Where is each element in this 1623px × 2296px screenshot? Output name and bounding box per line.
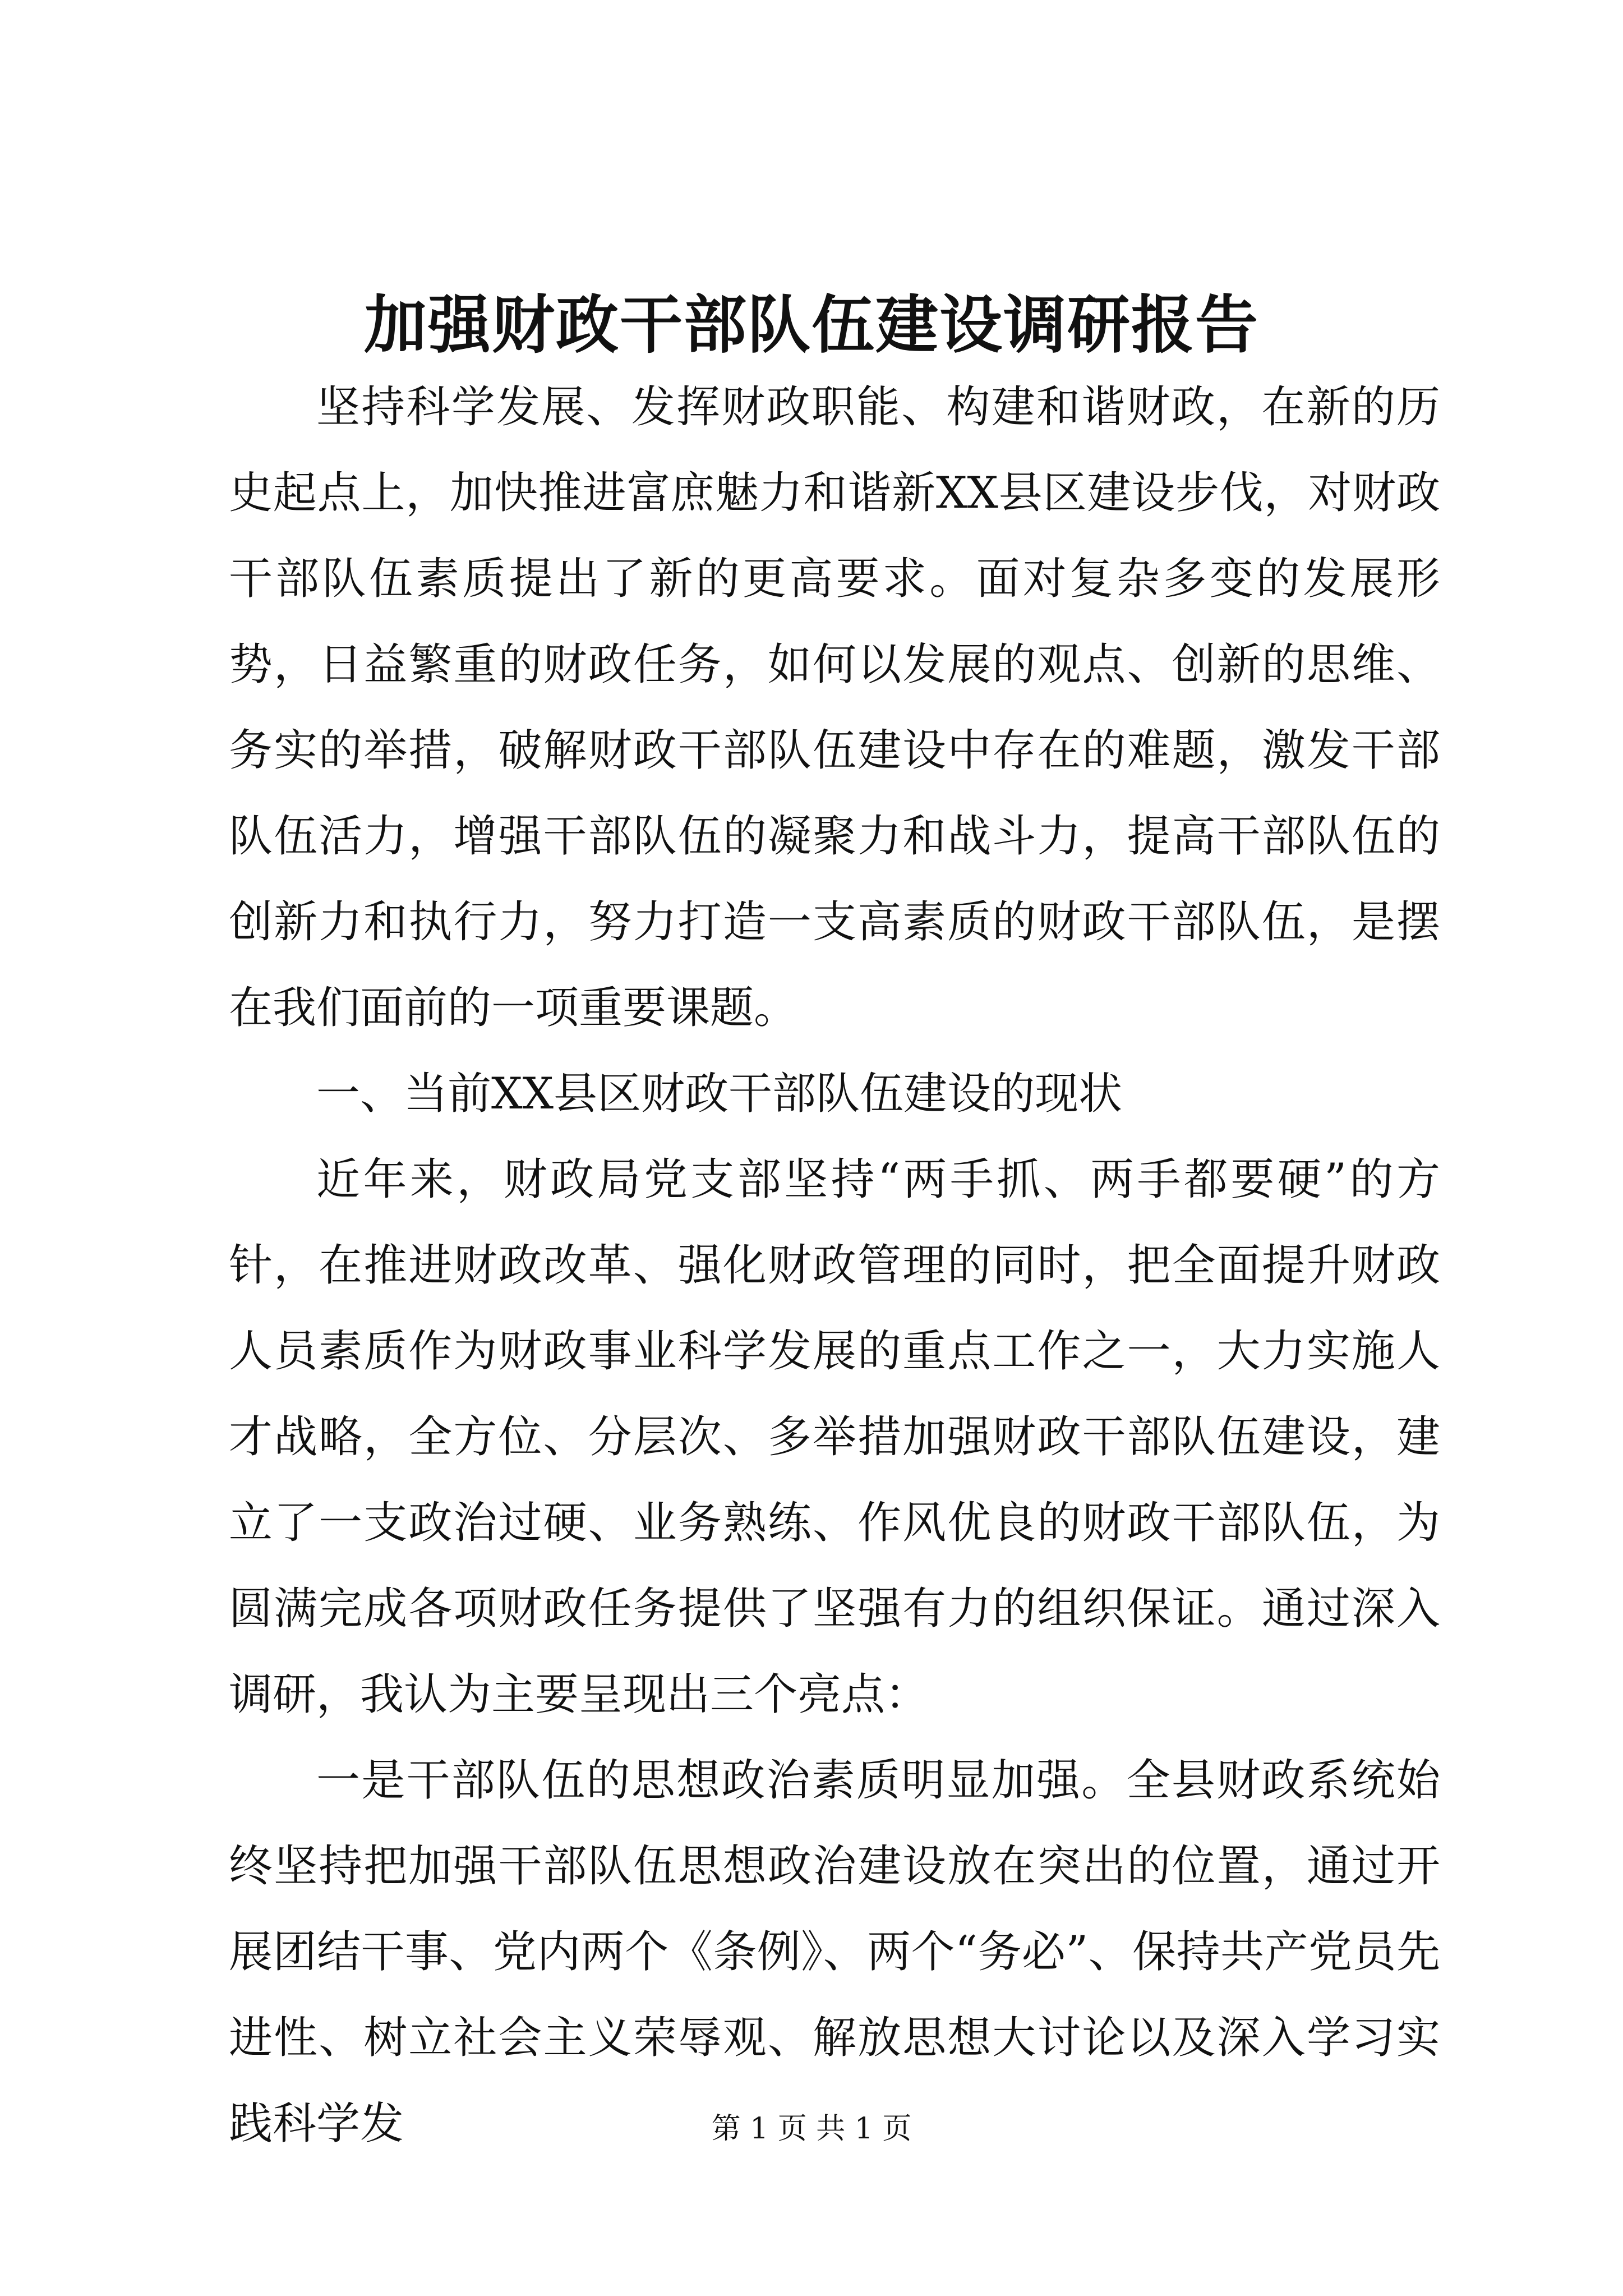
intro-paragraph: 坚持科学发展、发挥财政职能、构建和谐财政，在新的历史起点上，加快推进富庶魅力和谐新XX县区建设步伐，对财政干部队伍素质提出了新的更高要求。面对复杂多变的发展形势，日益繁重的财政任务，如何以发展的观点、创新的思维、务实的举措，破解财政干部队伍建设中存在的难题，激发干部队伍活力，增强干部队伍的凝聚力和战斗力，提高干部队伍的创新力和执行力，努力打造一支高素质的财政干部队伍，是摆在我们面前的一项重要课题。 — [229, 382, 1440, 1033]
document-title: 加强财政干部队伍建设调研报告 — [364, 288, 1259, 362]
highlight-paragraph: 一是干部队伍的思想政治素质明显加强。全县财政系统始终坚持把加强干部队伍思想政治建设放在突出的位置，通过开展团结干事、党内两个《条例》、两个“务必”、保持共产党员先进性、树立社会主义荣辱观、解放思想大讨论以及深入学习实践科学发 — [229, 1755, 1440, 2149]
page-footer: 第 1 页 共 1 页 — [711, 2112, 912, 2146]
document-body — [229, 365, 1440, 2167]
section-heading: 一、当前XX县区财政干部队伍建设的现状 — [316, 1069, 1123, 1119]
status-paragraph: 近年来，财政局党支部坚持“两手抓、两手都要硬”的方针，在推进财政改革、强化财政管理的同时，把全面提升财政人员素质作为财政事业科学发展的重点工作之一，大力实施人才战略，全方位、分层次、多举措加强财政干部队伍建设，建立了一支政治过硬、业务熟练、作风优良的财政干部队伍，为圆满完成各项财政任务提供了坚强有力的组织保证。通过深入调研，我认为主要呈现出三个亮点： — [229, 1154, 1440, 1720]
